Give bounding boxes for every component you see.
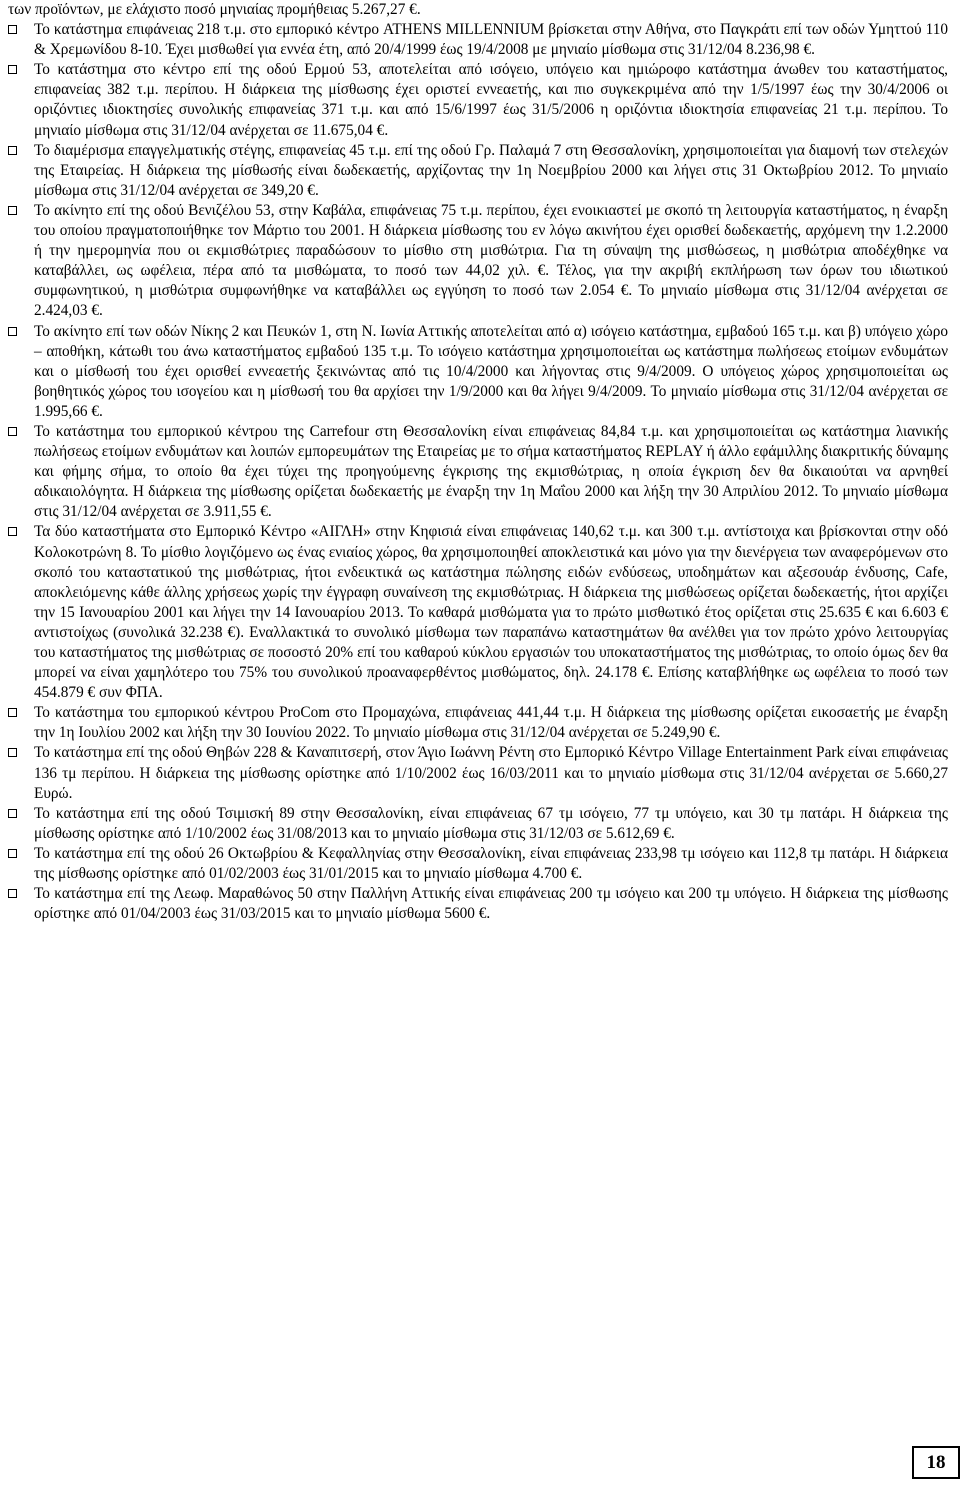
- list-item-text: Το κατάστημα επιφάνειας 218 τ.μ. στο εμπορικό κέντρο ATHENS MILLENNIUM βρίσκεται στην Αθήνα, στο Παγκράτι επί των οδών Υμηττού 110 & Χρεμωνίδου 8-10. Έχει μισθωθεί για εννέα έτη, από 20/4/1999 έως 19/4/2008 με μηνιαίο μίσθωμα στις 31/12/04 8.236,98 €.: [34, 21, 948, 59]
- document-body: [8, 0, 948, 924]
- list-item: [8, 60, 948, 140]
- list-item-text: Το διαμέρισμα επαγγελματικής στέγης, επιφανείας 45 τ.μ. επί της οδού Γρ. Παλαμά 7 στη Θεσσαλονίκη, χρησιμοποιείται για διαμονή των στελεχών της Εταιρείας. Η διάρκεια της μίσθωσής είναι δωδεκαετής, αρχίζοντας την 1η Νοεμβρίου 2000 και λήγει στις 31 Οκτωβρίου 2012. Το μηνιαίο μίσθωμα στις 31/12/04 ανέρχεται σε 349,20 €.: [34, 141, 948, 199]
- square-bullet-icon: [8, 889, 17, 898]
- list-item-text: Το κατάστημα επί της οδού Θηβών 228 & Καναπιτσερή, στον Άγιο Ιωάννη Ρέντη στο Εμπορικό Κέντρο Village Entertainment Park είναι επιφάνειας 136 τμ περίπου. Η διάρκεια της μίσθωσης ορίστηκε από 1/10/2002 έως 16/03/2011 και το μηνιαίο μίσθωμα στις 31/12/04 ανέρχεται σε 5.660,27 Ευρώ.: [34, 744, 948, 802]
- list-item-text: Το κατάστημα του εμπορικού κέντρου της Carrefour στη Θεσσαλονίκη είναι επιφάνειας 84,84 τ.μ. και χρησιμοποιείται ως κατάστημα λιανικής πωλήσεως ετοίμων ενδυμάτων και λοιπών εμπορευμάτων της Εταιρείας με το σήμα καταστήματος REPLAY ή άλλο εφάμιλλης διακριτικής δύναμης και φήμης σήμα, το οποίο θα έχει τύχει της προηγούμενης έγκρισης της εκμισθώτριας, η οποία έγκριση δεν θα δικαιούται να αρνηθεί αδικαιολόγητα. Η διάρκεια της μίσθωσης ορίζεται δωδεκαετής με έναρξη την 1η Μαΐου 2000 και λήξη την 30 Απριλίου 2012. Το μηνιαίο μίσθωμα στις 31/12/04 ανέρχεται σε 3.911,55 €.: [34, 422, 948, 521]
- list-item-text: Το ακίνητο επί της οδού Βενιζέλου 53, στην Καβάλα, επιφάνειας 75 τ.μ. περίπου, έχει ενοικιαστεί με σκοπό τη λειτουργία καταστήματος, η έναρξη του οποίου πραγματοποιήθηκε τον Μάρτιο του 2001. Η διάρκεια μίσθωσης του εν λόγω ακινήτου έχει ορισθεί δωδεκαετής, αρχόμενη την 1.2.2000 ή την ημερομηνία που οι εκμισθώτριες παραδώσουν το μίσθιο στη μισθώτρια. Για τη σύναψη της μισθώσεως, η μισθώτρια αποδέχθηκε να καταβάλλει, ως ωφέλεια, πέρα από τα μισθώματα, το ποσό των 44,02 χιλ. €. Τέλος, για την ακριβή εκπλήρωση των όρων του ιδιωτικού συμφωνητικού, η μισθώτρια συμφωνήθηκε να καταβάλλει ως εγγύηση το ποσό των 2.054 €. Το μηνιαίο μίσθωμα στις 31/12/04 ανέρχεται σε 2.424,03 €.: [34, 201, 948, 320]
- page-number: 18: [912, 1446, 960, 1479]
- list-item: [8, 844, 948, 884]
- square-bullet-icon: [8, 748, 17, 757]
- list-item: [8, 141, 948, 201]
- list-item-text: Το ακίνητο επί των οδών Νίκης 2 και Πευκών 1, στη Ν. Ιωνία Αττικής αποτελείται από α) ισόγειο κατάστημα, εμβαδού 165 τ.μ. και β) υπόγειο χώρο – αποθήκη, κάτωθι του άνω καταστήματος εμβαδού 135 τ.μ. Το ισόγειο κατάστημα χρησιμοποιείται ως κατάστημα πωλήσεως ετοίμων ενδυμάτων και ο μίσθωσή του έχει ορισθεί εννεαετής ξεκινώντας από τις 10/4/2000 και λήγοντας στις 9/4/2009. Ο υπόγειος χώρος χρησιμοποιείται ως βοηθητικός χώρος του ισογείου και η μίσθωσή του θα αρχίσει την 1/9/2000 και θα λήγει 9/4/2009. Το μηνιαίο μίσθωμα στις 31/12/04 ανέρχεται σε 1.995,66 €.: [34, 322, 948, 420]
- list-item-text: Το κατάστημα επί της οδού 26 Οκτωβρίου & Κεφαλληνίας στην Θεσσαλονίκη, είναι επιφάνειας 233,98 τμ ισόγειο και 112,8 τμ πατάρι. Η διάρκεια της μίσθωσης ορίστηκε από 01/02/2003 έως 31/01/2015 και το μηνιαίο μίσθωμα 4.700 €.: [34, 844, 948, 883]
- square-bullet-icon: [8, 146, 17, 155]
- list-item-text: Το κατάστημα επί της Λεωφ. Μαραθώνος 50 στην Παλλήνη Αττικής είναι επιφάνειας 200 τμ ισόγειο και 200 τμ υπόγειο. Η διάρκεια της μίσθωσης ορίστηκε από 01/04/2003 έως 31/03/2015 και το μηνιαίο μίσθωμα 5600 €.: [34, 885, 948, 923]
- list-item: [8, 743, 948, 803]
- square-bullet-icon: [8, 206, 17, 215]
- square-bullet-icon: [8, 25, 17, 34]
- list-item: [8, 522, 948, 703]
- square-bullet-icon: [8, 527, 17, 536]
- list-item-text: Το κατάστημα στο κέντρο επί της οδού Ερμού 53, αποτελείται από ισόγειο, υπόγειο και ημιώροφο κατάστημα άνωθεν του καταστήματος, επιφανείας 382 τ.μ. περίπου. Η διάρκεια της μίσθωσης έχει οριστεί εννεαετής, και πιο συγκεκριμένα από την 1/5/1997 έως την 30/4/2006 οι οριζόντιες ιδιοκτησίες συνολικής επιφανείας 371 τ.μ. και από 15/6/1997 έως 31/5/2006 η οριζόντια ιδιοκτησία επιφανείας 21 τ.μ. περίπου. Το μηνιαίο μίσθωμα στις 31/12/04 ανέρχεται σε 11.675,04 €.: [34, 61, 948, 139]
- list-item: [8, 884, 948, 924]
- list-item-text: Τα δύο καταστήματα στο Εμπορικό Κέντρο «ΑΙΓΛΗ» στην Κηφισιά είναι επιφάνειας 140,62 τ.μ. και 300 τ.μ. αντίστοιχα και βρίσκονται στην οδό Κολοκοτρώνη 8. Το μίσθιο λογιζόμενο ως ένας ενιαίος χώρος, θα χρησιμοποιηθεί αποκλειστικά και μόνο για την διενέργεια των αναφερόμενων στο σκοπό του καταστατικού της μισθώτριας, ήτοι ενδεικτικά ως κατάστημα πώλησης ειδών ενδύσεως, υποδημάτων και αξεσουάρ ένδυσης, Cafe, αποκλειόμενης κάθε άλλης χρήσεως χωρίς την έγγραφη συναίνεση της εκμισθώτριας. Η διάρκεια της μισθώσεως ορίζεται δωδεκαετής, ήτοι αρχίζει την 15 Ιανουαρίου 2001 και λήγει την 14 Ιανουαρίου 2013. Το καθαρά μισθώματα για το πρώτο μισθωτικό έτος ορίζεται στις 25.635 € και 6.603 € αντιστοίχως (συνολικά 32.238 €). Εναλλακτικά το συνολικό μίσθωμα των παραπάνω καταστημάτων θα ανέλθει για τον πρώτο χρόνο λειτουργίας του καταστήματος της μισθώτριας σε ποσοστό 20% επί του καθαρού κύκλου εργασιών του υποκαταστήματος της μισθώτριας, το οποίο όμως δεν θα μπορεί να είναι χαμηλότερο του 75% του συνολικού προαναφερθέντος μισθώματος, δηλ. 24.178 €. Επίσης καταβλήθηκε ως ωφέλεια το ποσό των 454.879 € συν ΦΠΑ.: [34, 523, 948, 702]
- list-item-text: Το κατάστημα του εμπορικού κέντρου ProCom στο Προμαχώνα, επιφάνειας 441,44 τ.μ. Η διάρκεια της μίσθωσης ορίζεται εικοσαετής με έναρξη την 1η Ιουλίου 2002 και λήξη την 30 Ιουνίου 2022. Το μηνιαίο μίσθωμα στις 31/12/04 ανέρχεται σε 5.249,90 €.: [34, 704, 948, 742]
- square-bullet-icon: [8, 809, 17, 818]
- list-item: [8, 804, 948, 844]
- square-bullet-icon: [8, 427, 17, 436]
- list-item: [8, 201, 948, 322]
- list-item-text: Το κατάστημα επί της οδού Τσιμισκή 89 στην Θεσσαλονίκη, είναι επιφάνειας 67 τμ ισόγειο, 77 τμ υπόγειο, και 30 τμ πατάρι. Η διάρκεια της μίσθωσης ορίστηκε από 1/10/2002 έως 31/08/2013 και το μηνιαίο μίσθωμα στις 31/12/03 σε 5.612,69 €.: [34, 804, 948, 842]
- lease-list: [8, 20, 948, 924]
- square-bullet-icon: [8, 65, 17, 74]
- square-bullet-icon: [8, 708, 17, 717]
- square-bullet-icon: [8, 849, 17, 858]
- list-item: [8, 703, 948, 743]
- lead-line: των προϊόντων, με ελάχιστο ποσό μηνιαίας προμήθειας 5.267,27 €.: [8, 1, 421, 18]
- square-bullet-icon: [8, 327, 17, 336]
- list-item: [8, 422, 948, 522]
- list-item: [8, 322, 948, 422]
- list-item: [8, 20, 948, 60]
